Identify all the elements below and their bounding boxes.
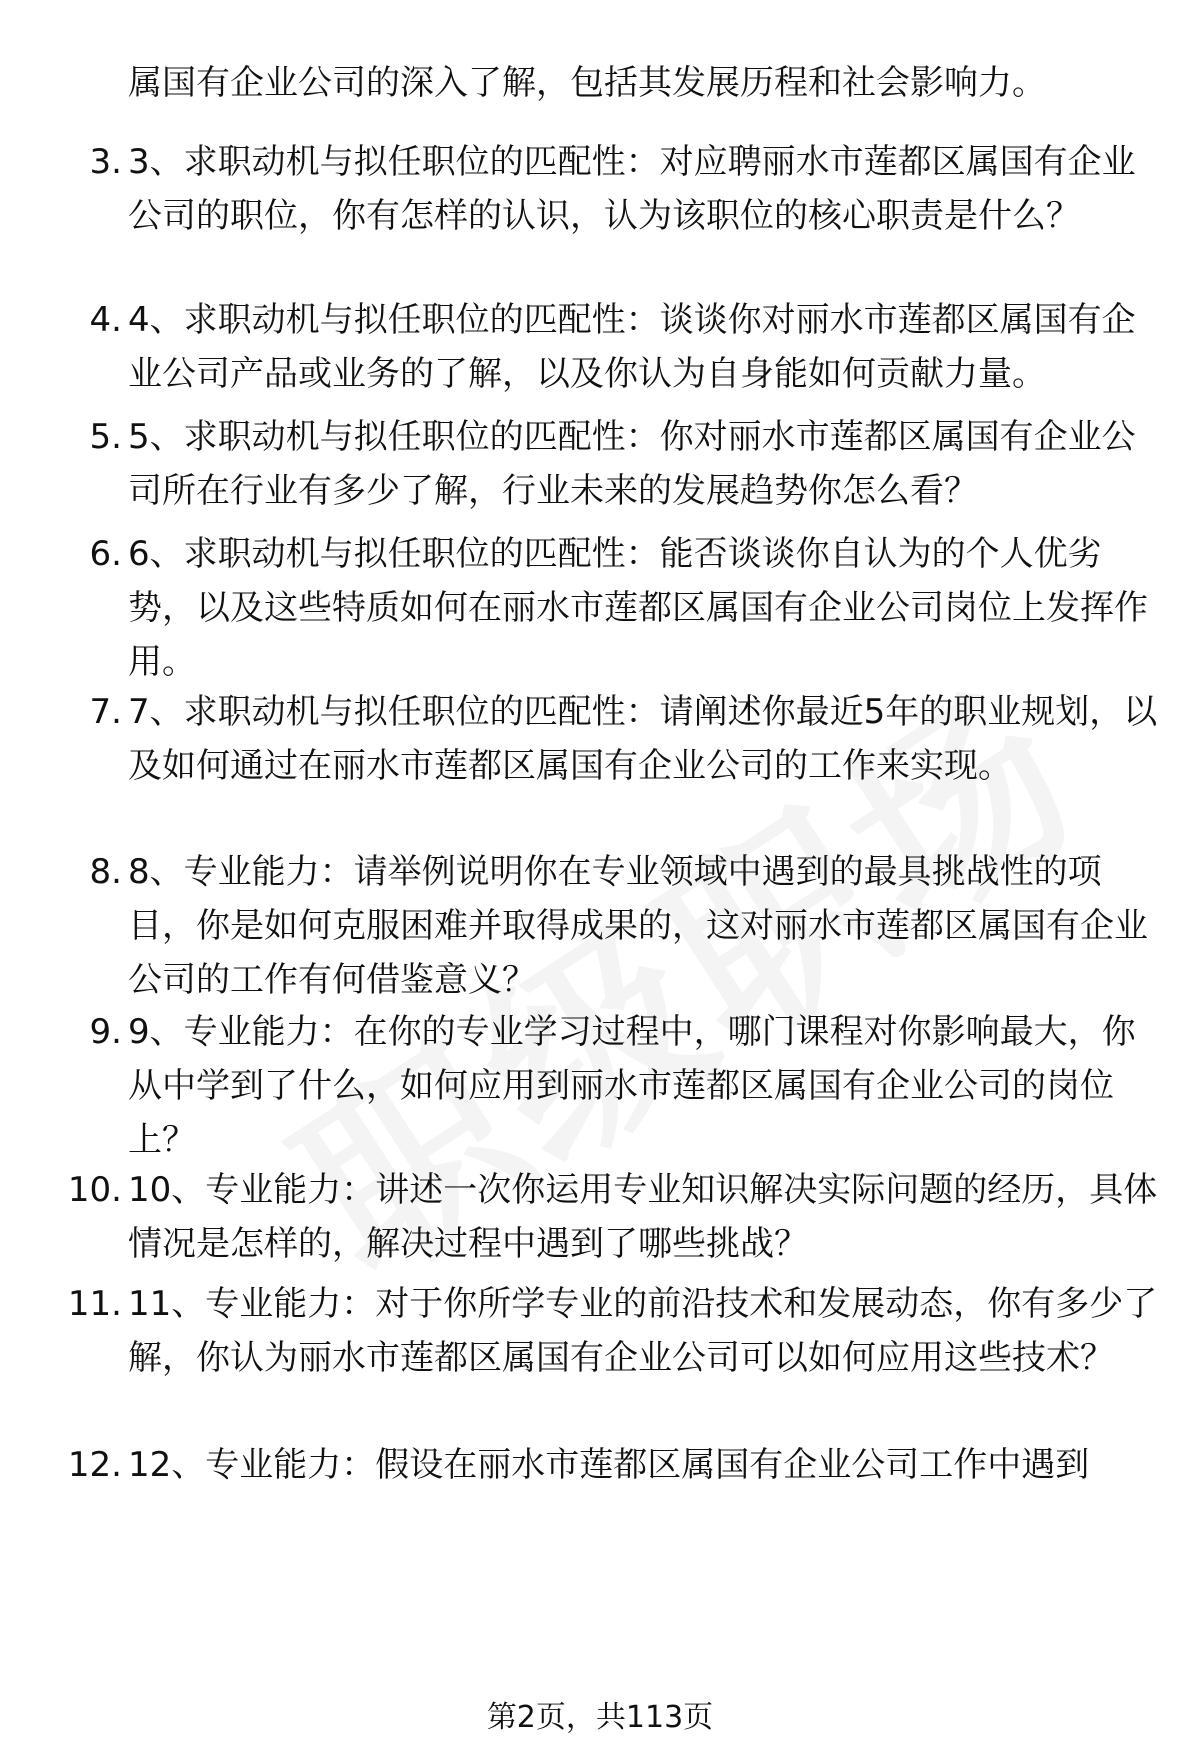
list-item-number: 12. [67, 1445, 122, 1485]
list-item-text: 10、专业能力：讲述一次你运用专业知识解决实际问题的经历，具体情况是怎样的，解决过程中遇到了哪些挑战？ [128, 1170, 1158, 1264]
page-footer: 第2页，共113页 [486, 1700, 714, 1735]
list-item-number: 11. [67, 1284, 122, 1324]
list-item-number: 6. [89, 534, 122, 574]
list-item-text: 6、求职动机与拟任职位的匹配性：能否谈谈你自认为的个人优劣势，以及这些特质如何在丽水市莲都区属国有企业公司岗位上发挥作用。 [128, 534, 1148, 682]
list-item-number: 4. [89, 300, 122, 340]
list-item-text: 11、专业能力：对于你所学专业的前沿技术和发展动态，你有多少了解，你认为丽水市莲都区属国有企业公司可以如何应用这些技术？ [128, 1284, 1158, 1378]
list-item-text: 3、求职动机与拟任职位的匹配性：对应聘丽水市莲都区属国有企业公司的职位，你有怎样的认识，认为该职位的核心职责是什么？ [128, 142, 1136, 236]
list-item-text: 8、专业能力：请举例说明你在专业领域中遇到的最具挑战性的项目，你是如何克服困难并取得成果的，这对丽水市莲都区属国有企业公司的工作有何借鉴意义？ [128, 852, 1148, 1000]
list-item-number: 5. [89, 417, 122, 457]
list-item-number: 10. [67, 1170, 122, 1210]
list-item-text: 7、求职动机与拟任职位的匹配性：请阐述你最近5年的职业规划，以及如何通过在丽水市莲都区属国有企业公司的工作来实现。 [128, 692, 1158, 786]
carryover-paragraph: 属国有企业公司的深入了解，包括其发展历程和社会影响力。 [128, 63, 1046, 103]
list-item-number: 3. [89, 142, 122, 182]
list-item-text: 12、专业能力：假设在丽水市莲都区属国有企业公司工作中遇到 [128, 1445, 1090, 1485]
list-item-number: 8. [89, 852, 122, 892]
list-item-number: 7. [89, 692, 122, 732]
list-item-text: 9、专业能力：在你的专业学习过程中，哪门课程对你影响最大，你从中学到了什么，如何应用到丽水市莲都区属国有企业公司的岗位上？ [128, 1012, 1136, 1160]
list-item-text: 4、求职动机与拟任职位的匹配性：谈谈你对丽水市莲都区属国有企业公司产品或业务的了解，以及你认为自身能如何贡献力量。 [128, 300, 1136, 394]
list-item-number: 9. [89, 1012, 122, 1052]
list-item-text: 5、求职动机与拟任职位的匹配性：你对丽水市莲都区属国有企业公司所在行业有多少了解，行业未来的发展趋势你怎么看？ [128, 417, 1136, 511]
